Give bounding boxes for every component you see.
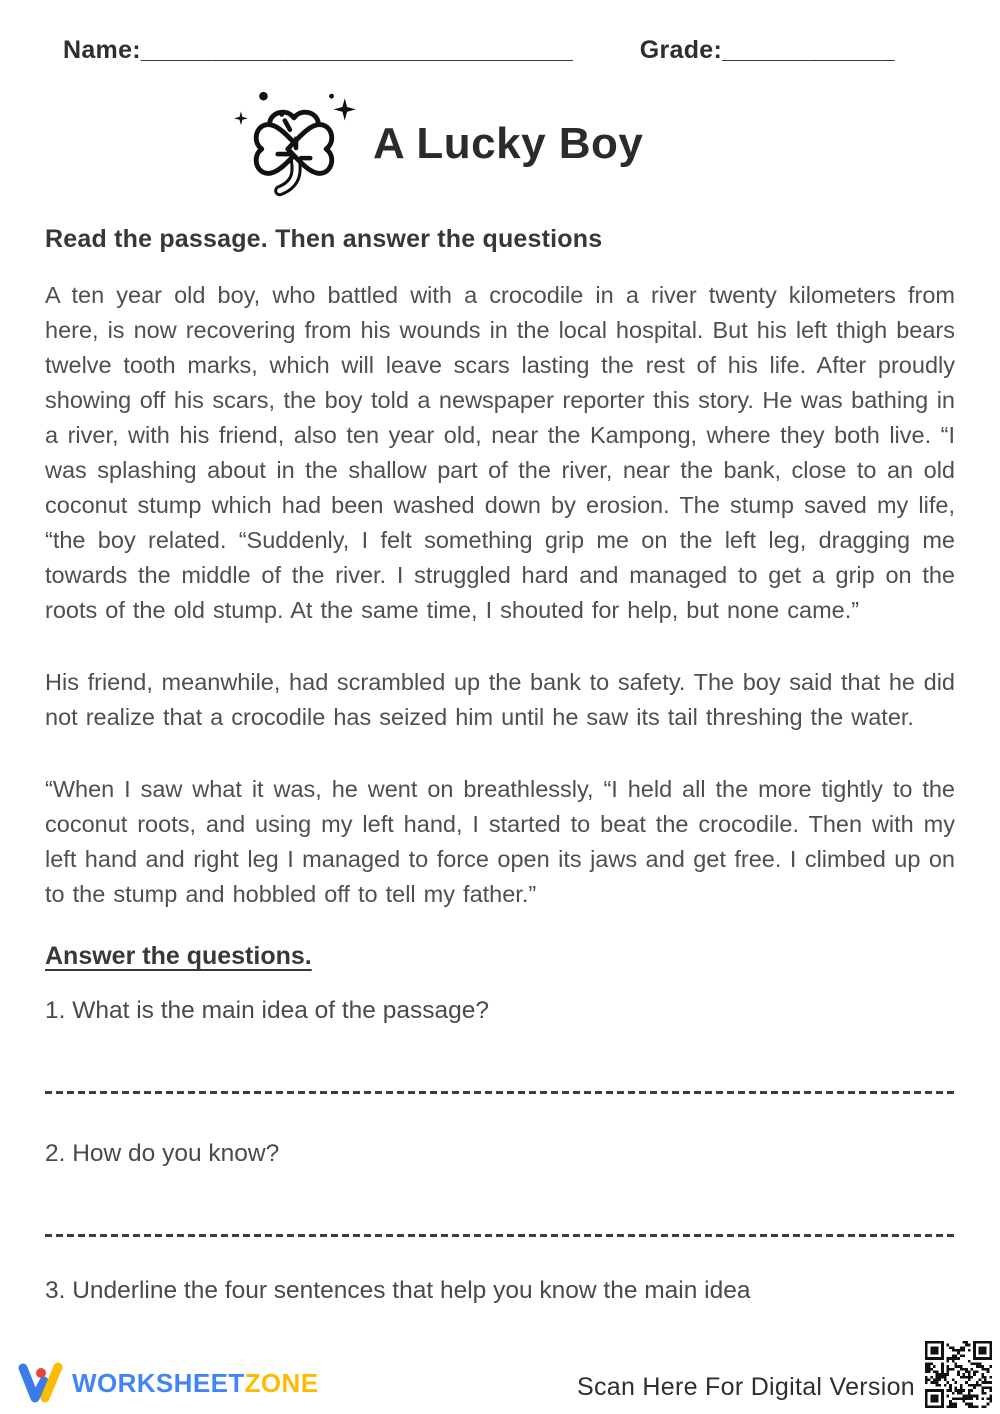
footer	[18, 1341, 992, 1408]
question-1: 1. What is the main idea of the passage?	[45, 997, 489, 1024]
answer-line-2	[45, 1234, 955, 1237]
name-blank-line: ______________________________	[140, 36, 574, 64]
footer-right	[577, 1341, 992, 1408]
name-field	[63, 36, 573, 65]
worksheetzone-logo	[18, 1360, 318, 1408]
question-3: 3. Underline the four sentences that help you know the main idea	[45, 1277, 751, 1304]
title-row	[233, 83, 955, 215]
instructions-heading: Read the passage. Then answer the questions	[45, 225, 603, 253]
name-grade-row	[45, 36, 955, 65]
grade-blank-line: ____________	[722, 36, 895, 64]
answer-questions-heading: Answer the questions.	[45, 942, 312, 970]
qr-code	[925, 1341, 992, 1408]
logo-zone-text: ZONE	[244, 1367, 319, 1398]
grade-field	[640, 36, 895, 65]
reading-passage	[45, 278, 955, 912]
passage-paragraph: A ten year old boy, who battled with a crocodile in a river twenty kilometers from here, is now recovering from his wounds in the local hospital. But his left thigh bears twelve tooth marks, which will leave scars lasting the rest of his life. After proudly showing off his scars, the boy told a newspaper reporter this story. He was bathing in a river, with his friend, also ten year old, near the Kampong, where they both live. “I was splashing about in the shallow part of the river, near the bank, close to an old coconut stump which had been washed down by erosion. The stump saved my life, “the boy related. “Suddenly, I felt something grip me on the left leg, dragging me towards the middle of the river. I struggled hard and managed to get a grip on the roots of the old stump. At the same time, I shouted for help, but none came.”	[45, 282, 955, 623]
question-2: 2. How do you know?	[45, 1140, 280, 1167]
passage-paragraph: “When I saw what it was, he went on breathlessly, “I held all the more tightly to the coconut roots, and using my left hand, I started to beat the crocodile. Then with my left hand and right leg I managed to force open its jaws and get free. I climbed up on to the stump and hobbled off to tell my father.”	[45, 776, 955, 907]
grade-label: Grade:	[639, 36, 723, 64]
answer-line-1	[45, 1091, 955, 1094]
worksheetzone-logo-icon	[18, 1360, 64, 1406]
passage-paragraph: His friend, meanwhile, had scrambled up the bank to safety. The boy said that he did not realize that a crocodile has seized him until he saw its tail threshing the water.	[45, 669, 955, 730]
page-title: A Lucky Boy	[373, 119, 644, 168]
scan-here-text: Scan Here For Digital Version	[576, 1373, 915, 1401]
shamrock-icon	[233, 85, 361, 213]
logo-text	[72, 1368, 318, 1399]
name-label: Name:	[63, 36, 141, 64]
logo-worksheet-text: WORKSHEET	[72, 1367, 245, 1398]
